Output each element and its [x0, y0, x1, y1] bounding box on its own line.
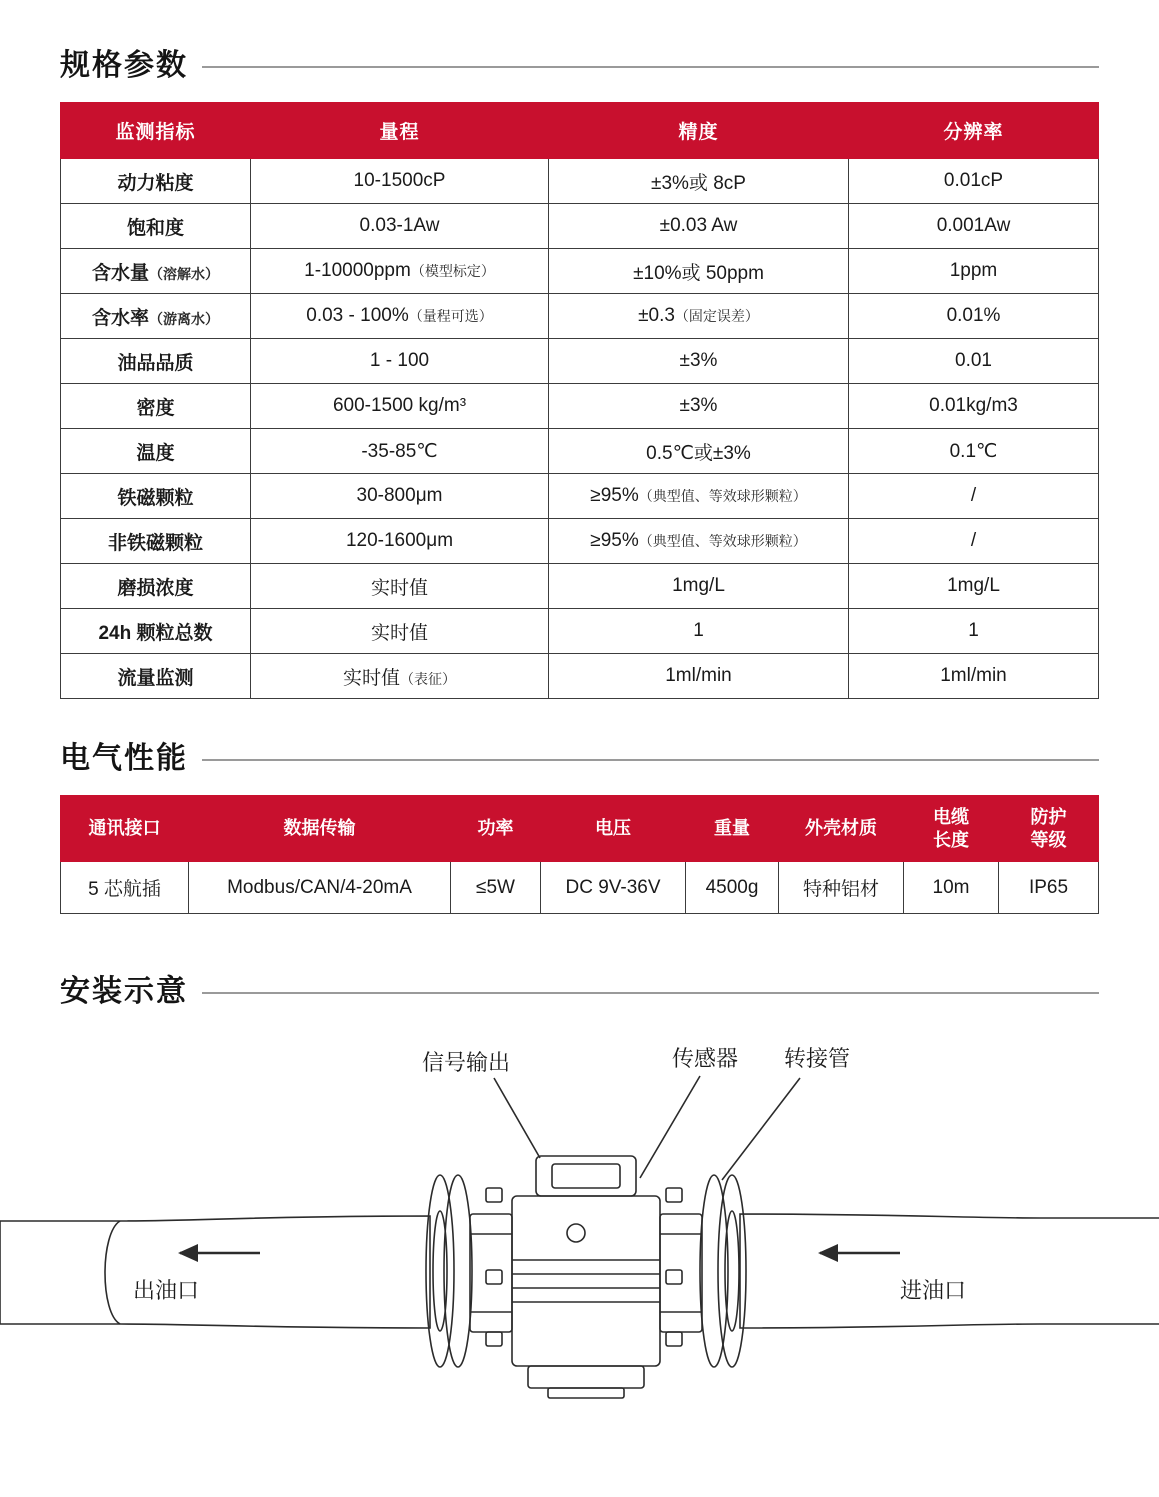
section-rule [202, 992, 1099, 994]
table-row [61, 519, 1099, 564]
spec-col-metric: 监测指标 [61, 103, 251, 159]
section-header-install [60, 966, 1099, 1010]
table-row [61, 429, 1099, 474]
cell-accuracy-note: （典型值、等效球形颗粒） [638, 488, 807, 504]
cell-range: 120-1600μm [345, 530, 454, 551]
table-row [61, 862, 1099, 914]
cell-range: 0.03-1Aw [359, 215, 440, 236]
table-row [61, 609, 1099, 654]
elec-value-weight: 4500g [686, 862, 779, 914]
cell-range: 1 - 100 [369, 350, 430, 371]
cell-resolution: 0.01cP [943, 170, 1004, 191]
cell-metric: 温度 [136, 442, 175, 464]
cell-metric: 动力粘度 [117, 172, 194, 194]
cell-accuracy-note: （典型值、等效球形颗粒） [638, 533, 807, 549]
cell-metric: 非铁磁颗粒 [107, 532, 203, 554]
diagram-label-adapter-tube: 转接管 [784, 1046, 851, 1071]
cell-range-note: （模型标定） [410, 263, 495, 279]
cell-metric-note: （溶解水） [149, 265, 219, 282]
cell-resolution: 0.01% [946, 305, 1001, 326]
table-row [61, 654, 1099, 699]
cell-range: -35-85℃ [361, 440, 438, 462]
cell-resolution: 1 [968, 620, 979, 641]
cell-resolution: 1mg/L [947, 575, 1000, 596]
table-row [61, 294, 1099, 339]
section-title-electrical: 电气性能 [60, 742, 188, 775]
cell-accuracy: ±3%或 8cP [651, 172, 746, 194]
section-header-electrical [60, 733, 1099, 777]
cell-metric: 磨损浓度 [117, 577, 194, 599]
cell-metric: 流量监测 [117, 667, 194, 689]
cell-range: 10-1500cP [353, 170, 446, 191]
elec-value-interface: 5 芯航插 [61, 862, 189, 914]
diagram-label-oil-inlet: 进油口 [900, 1278, 967, 1303]
section-header-spec [60, 40, 1099, 84]
cell-resolution: 1ppm [949, 260, 998, 281]
electrical-table [60, 795, 1099, 914]
cell-metric: 含水率 [91, 307, 149, 329]
cell-metric: 24h 颗粒总数 [98, 622, 213, 644]
cell-accuracy: 1mg/L [672, 575, 725, 596]
cell-range: 实时值 [342, 667, 400, 689]
table-row [61, 249, 1099, 294]
cell-resolution: 0.001Aw [936, 215, 1011, 236]
elec-col-cable-length-line2: 长度 [933, 829, 969, 850]
cell-accuracy: 1ml/min [665, 665, 732, 686]
cell-metric: 含水量 [91, 262, 149, 284]
cell-range: 0.03 - 100% [306, 305, 409, 326]
elec-value-transmission: Modbus/CAN/4-20mA [189, 862, 451, 914]
table-row [61, 474, 1099, 519]
cell-metric: 油品品质 [117, 352, 194, 374]
cell-range: 1-10000ppm [304, 260, 411, 281]
diagram-label-oil-outlet: 出油口 [133, 1278, 200, 1303]
cell-accuracy: ±0.3 [638, 305, 675, 326]
spec-col-resolution: 分辨率 [849, 103, 1099, 159]
elec-value-cable-length: 10m [904, 862, 999, 914]
elec-col-power: 功率 [451, 796, 541, 862]
cell-range-note: （表征） [400, 670, 456, 687]
elec-col-housing: 外壳材质 [779, 796, 904, 862]
installation-diagram [0, 1028, 1159, 1448]
table-row [61, 564, 1099, 609]
cell-accuracy: ±3% [679, 350, 718, 371]
cell-range: 600-1500 kg/m³ [332, 395, 467, 416]
cell-metric: 铁磁颗粒 [117, 487, 194, 509]
cell-accuracy: ±3% [679, 395, 718, 416]
cell-range-note: （量程可选） [408, 308, 493, 324]
section-rule [202, 66, 1099, 68]
table-row [61, 159, 1099, 204]
elec-col-interface: 通讯接口 [61, 796, 189, 862]
table-row [61, 339, 1099, 384]
table-header-row [61, 796, 1099, 862]
diagram-label-sensor: 传感器 [672, 1046, 739, 1071]
elec-col-voltage: 电压 [541, 796, 686, 862]
cell-range: 实时值 [370, 622, 428, 644]
elec-value-power: ≤5W [451, 862, 541, 914]
cell-accuracy: ±0.03 Aw [659, 215, 738, 236]
elec-col-cable-length-line1: 电缆 [933, 807, 969, 827]
cell-resolution: 0.01 [955, 350, 992, 371]
table-row [61, 204, 1099, 249]
cell-accuracy-note: （固定误差） [674, 308, 759, 324]
cell-accuracy: ±10%或 50ppm [633, 262, 764, 284]
elec-col-transmission: 数据传输 [189, 796, 451, 862]
section-rule [202, 759, 1099, 761]
cell-accuracy: ≥95% [590, 530, 639, 551]
spec-col-range: 量程 [251, 103, 549, 159]
spec-table [60, 102, 1099, 699]
cell-resolution: 0.01kg/m3 [929, 395, 1018, 416]
cell-range: 实时值 [370, 577, 428, 599]
cell-range: 30-800μm [356, 485, 443, 506]
elec-col-weight: 重量 [686, 796, 779, 862]
section-title-install: 安装示意 [60, 975, 188, 1008]
cell-metric: 饱和度 [126, 217, 184, 239]
cell-metric-note: （游离水） [149, 310, 219, 327]
diagram-label-signal-output: 信号输出 [422, 1050, 511, 1075]
elec-value-voltage: DC 9V-36V [541, 862, 686, 914]
cell-accuracy: 0.5℃或±3% [646, 442, 751, 464]
table-header-row [61, 103, 1099, 159]
elec-col-cable-length [904, 796, 999, 862]
spec-col-accuracy: 精度 [549, 103, 849, 159]
cell-resolution: / [970, 485, 977, 506]
section-title-spec: 规格参数 [60, 49, 188, 82]
elec-col-protection-line1: 防护 [1030, 807, 1067, 827]
cell-accuracy: 1 [693, 620, 704, 641]
elec-col-protection [999, 796, 1099, 862]
elec-value-housing: 特种铝材 [779, 862, 904, 914]
cell-metric: 密度 [136, 397, 175, 419]
elec-col-protection-line2: 等级 [1030, 829, 1067, 850]
elec-value-protection: IP65 [999, 862, 1099, 914]
table-row [61, 384, 1099, 429]
cell-resolution: / [970, 530, 977, 551]
cell-accuracy: ≥95% [590, 485, 639, 506]
cell-resolution: 0.1℃ [949, 440, 998, 462]
cell-resolution: 1ml/min [940, 665, 1007, 686]
